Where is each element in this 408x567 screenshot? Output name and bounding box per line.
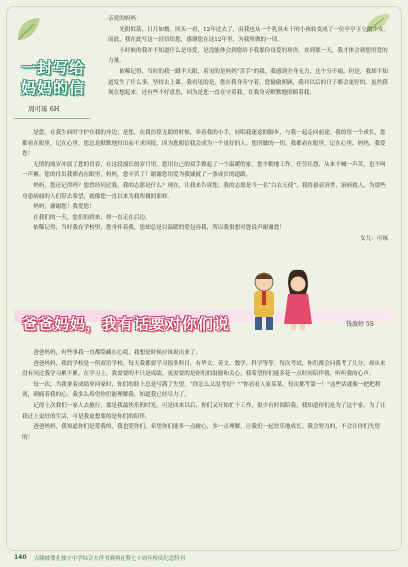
title-line-1: 一封写给	[20, 59, 85, 77]
title-divider	[14, 118, 90, 119]
letter-paragraph: 妈妈，谢谢您！我爱您！	[33, 204, 95, 211]
article-1-author: 周可琢 6H	[28, 105, 60, 113]
letter-paragraph: 是您，在我生病时守护在我的身边；是您，在我彷徨无助的时候，牵着我的小手，轻唱我迷途的脚步，与我一起走向前途。我的每一个成长，您都看在眼里，记在心里。您总是默默地付出而不求回报，因为您相信我会成为一个更好的人。您所做的一切，我都看在眼里，记在心里。妈妈，我爱您！	[22, 130, 386, 158]
letter-paragraph: 妈妈，您还记得吗？您曾经问过我，我的志愿是什么？现在，让我来告诉您。我的志愿是当一名“白衣天使”，我将悬壶济世，治病救人，为那些身患病痛的人们带去希望，就像您一直以来为我所做的那样。	[22, 182, 386, 200]
article-paragraph: 爸爸妈妈，有些事我一直都隐藏在心底，我想是时候应该说出来了。	[33, 350, 202, 356]
article-paragraph: 爸爸妈妈，我知道你们是爱我的，我也爱你们。希望你们能多一点耐心，多一点理解，让我们一起快乐地成长。我会努力的，不会让你们失望的！	[22, 424, 381, 441]
letter-body	[108, 14, 390, 99]
title-line-2: 妈妈的信	[20, 79, 85, 97]
letter-paragraph: 在我们的一天，您们的到来，却一直走在后边。	[33, 214, 151, 221]
article-2-banner	[0, 272, 408, 342]
leaf-decoration-icon	[14, 14, 44, 44]
letter-greeting: 亲爱的妈妈：	[108, 16, 142, 22]
article-paragraph: 每一次，当我拿着成绩单回家时，你们的脸上总是写满了失望。“你怎么又没考好？”“你看看人家某某，每次都考第一！”这些话就像一把把利剑，刺痛着我的心。我多么希望你们能理解我，知道我已经尽力了。	[22, 381, 381, 399]
article-2-body	[22, 348, 388, 443]
article-2-author: 钱旅婷 5S	[346, 321, 374, 328]
page-number: 140	[14, 554, 27, 561]
article-paragraph: 爸爸妈妈，我的学校是一所双语学校，每天我都要学习很多科目，有华文、英文、数学、科学等等。每次考试，你们都会问我考了几分，却从来没有问过我学习累不累。在学习上，我需要的不只是成绩，更需要的是你们的鼓励和关心。我希望你们能多花一点时间陪伴我，听听我的心声。	[22, 360, 386, 378]
parents-illustration	[236, 264, 326, 332]
page-footer	[10, 553, 400, 565]
letter-paragraph: 无情的流岁冲淡了您的青春，在这段漫长的岁月里，您用自己的双手撑起了一个温暖的家。您辛勤地工作，任劳任怨，从来不喊一声苦，也不叫一声累。您的付出我都看在眼里，妈妈，您辛苦了！谢谢您用爱为我铺就了一条成长的道路。	[22, 161, 386, 179]
letter-paragraph: 依稀记得，当时我在学校里，您身怀着我，您却总是以温暖的爱包容我，所以我很想对您说声谢谢您！	[33, 225, 285, 232]
letter-paragraph: 光阴似箭，日月如梭。回头一看，12年过去了，而我也从一个乳臭未干的小孩转变成了一位亭亭玉立的少女。而此，我在此写这一封信给您，感谢您在这12年里，为我所做的一切。	[108, 26, 390, 44]
letter-closing: 女儿：可琢	[360, 235, 388, 242]
footer-publication-title: 吉隆坡尊孔独立中学综合大伴书赛典礼暨七十周年校庆纪念特刊	[34, 556, 185, 562]
article-1-title	[14, 58, 92, 102]
article-paragraph: 记得上次我们一家人去旅行，那是我最快乐的时光。可是回来以后，你们又开始忙于工作，很少有时间陪我。我知道你们是为了这个家，为了让我过上更好的生活，可是我更想要的是你们的陪伴。	[22, 402, 386, 420]
letter-paragraph: 依稀记得，当时的我一蹲半天眼，着见的是妈妈“苦手”的我。我感到全身无力，还个分不痛。但是，我却不知道发生了什么事，坚持去上课。我看见的是，您在我身旁守着，您偷偷照顾，我对以后的日子都会更好的。虽然我现在想起来，还有些不好意思，因为是您一直在守着我，在我身旁默默地照顾着我。	[108, 68, 388, 97]
article-2-title: 爸爸妈妈，我有话要对你们说	[22, 315, 231, 333]
letter-continuation	[22, 128, 388, 245]
letter-paragraph: 小时候的我并不知道什么是母爱，是没能体会到您给予我那份母爱的珍贵。直到那一天，我才体会到您用爱的力量。	[108, 47, 388, 65]
